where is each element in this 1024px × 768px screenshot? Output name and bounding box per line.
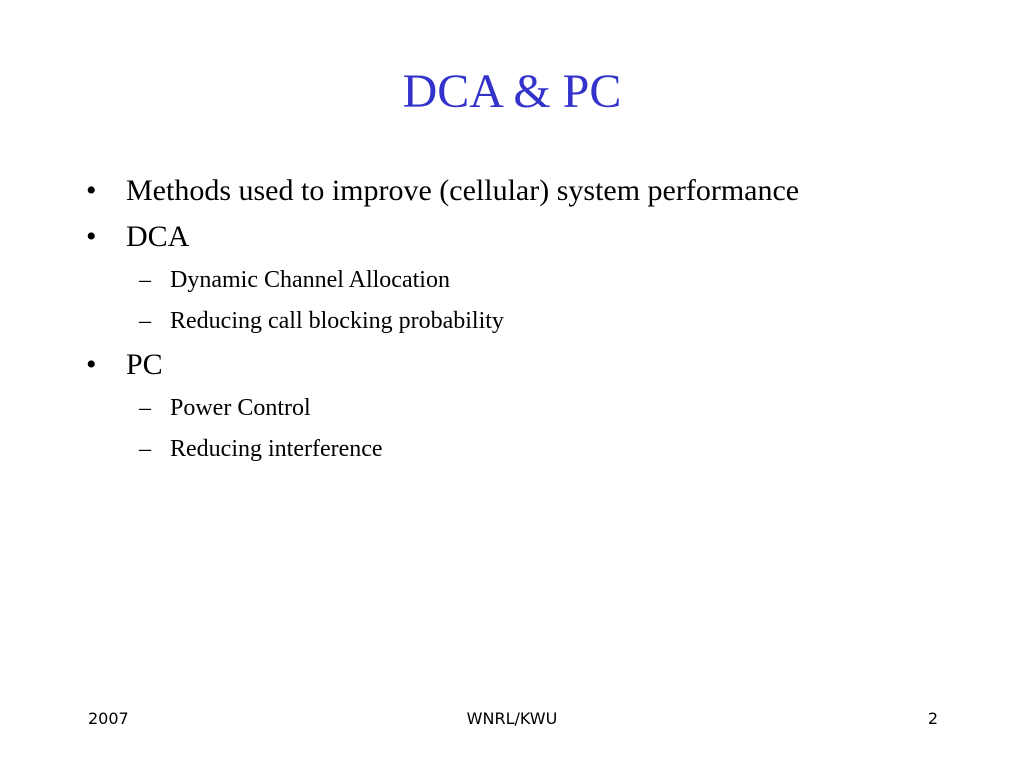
sub-bullet-item (86, 388, 966, 429)
sub-bullet-text: Power Control (170, 395, 311, 421)
sub-bullet-marker: – (139, 436, 151, 462)
sub-bullet-list (86, 260, 966, 342)
bullet-text: Methods used to improve (cellular) system performance (126, 174, 800, 207)
sub-bullet-marker: – (139, 395, 151, 421)
bullet-list (86, 168, 966, 470)
bullet-item (86, 342, 966, 388)
bullet-text: PC (126, 348, 163, 381)
sub-bullet-marker: – (139, 308, 151, 334)
sub-bullet-group (86, 388, 966, 470)
bullet-marker: • (86, 174, 97, 207)
sub-bullet-text: Reducing call blocking probability (170, 308, 504, 334)
sub-bullet-item (86, 260, 966, 301)
bullet-item (86, 168, 966, 214)
sub-bullet-item (86, 429, 966, 470)
sub-bullet-item (86, 301, 966, 342)
sub-bullet-list (86, 388, 966, 470)
footer-page-number: 2 (927, 709, 938, 728)
bullet-text: DCA (126, 220, 190, 253)
footer-date: 2007 (88, 709, 129, 728)
sub-bullet-text: Reducing interference (170, 436, 383, 462)
slide-title: DCA & PC (402, 65, 622, 118)
sub-bullet-marker: – (139, 267, 151, 293)
footer-org: WNRL/KWU (466, 709, 558, 728)
bullet-item (86, 214, 966, 260)
bullet-marker: • (86, 348, 97, 381)
sub-bullet-text: Dynamic Channel Allocation (170, 267, 450, 293)
sub-bullet-group (86, 260, 966, 342)
bullet-marker: • (86, 220, 97, 253)
